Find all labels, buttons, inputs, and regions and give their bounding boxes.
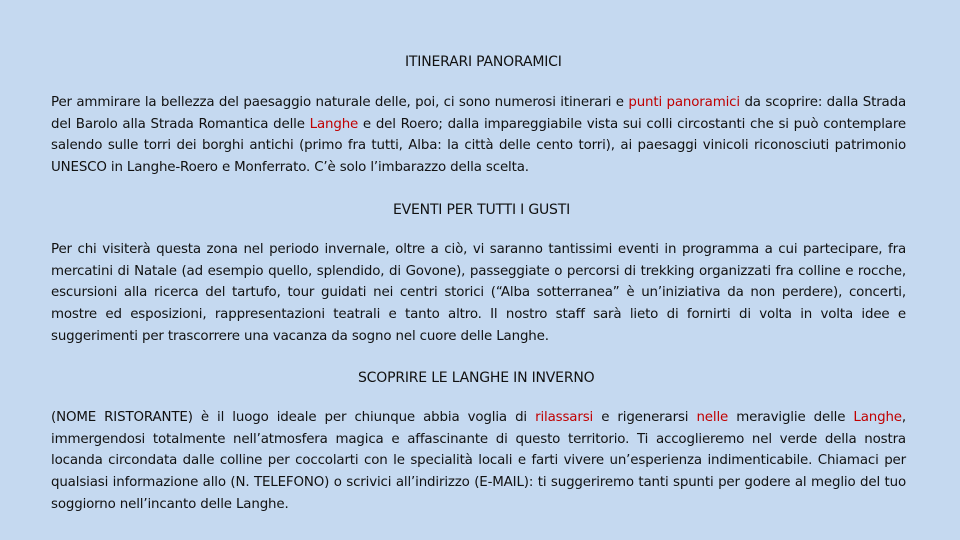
section-paragraph-scoprire [51,407,906,516]
section-paragraph-itinerari [51,92,906,179]
highlighted-term: Langhe [309,116,359,132]
paragraph-text: e rigenerarsi [593,410,697,425]
paragraph-text: meraviglie delle [728,410,854,425]
section-title-eventi: EVENTI PER TUTTI I GUSTI [393,202,571,218]
highlighted-term: Langhe [853,410,902,425]
highlighted-term: rilassarsi [535,410,594,425]
paragraph-text: , immergendosi totalmente nell’atmosfera magica e affascinante di questo territorio. Ti accoglieremo nel verde della nostra locanda circondata dalle colline per coccolarti con le specialità locali e farti vivere un’esperienza indimenticabile. Chiamaci per qualsiasi informazione allo (N. TELEFONO) o scrivici all’indirizzo (E-MAIL): ti suggeriremo tanti spunti per godere al meglio del tuo soggiorno nell’incanto delle Langhe. [51,410,906,512]
paragraph-text: da scoprire: dalla Strada del Barolo alla Strada Romantica delle [51,95,907,132]
paragraph-text: Per chi visiterà questa zona nel periodo invernale, oltre a ciò, vi saranno tantissimi eventi in programma a cui partecipare, fra mercatini di Natale (ad esempio quello, splendido, di Govone), passeggiate o percorsi di trekking organizzati fra colline e rocche, escursioni alla ricerca del tartufo, tour guidati nei centri storici (“Alba sotterranea” è un’iniziativa da non perdere), concerti, mostre ed esposizioni, rappresentazioni teatrali e tanto altro. Il nostro staff sarà lieto di fornirti di volta in volta idee e suggerimenti per trascorrere una vacanza da sogno nel cuore delle Langhe. [51,242,906,344]
paragraph-text: Per ammirare la bellezza del paesaggio naturale delle, poi, ci sono numerosi itinerari e [51,95,629,110]
section-paragraph-eventi [51,239,906,348]
paragraph-text: (NOME RISTORANTE) è il luogo ideale per chiunque abbia voglia di [51,410,536,425]
highlighted-term: punti panoramici [628,95,740,110]
section-title-scoprire: SCOPRIRE LE LANGHE IN INVERNO [358,370,595,386]
highlighted-term: nelle [696,410,729,425]
section-title-itinerari: ITINERARI PANORAMICI [405,54,562,70]
paragraph-text: e del Roero; dalla impareggiabile vista sui colli circostanti che si può contemplare salendo sulle torri dei borghi antichi (primo fra tutti, Alba: la città delle cento torri), ai paesaggi vinicoli riconosciuti patrimonio UNESCO in Langhe-Roero e Monferrato. C’è solo l’imbarazzo della scelta. [51,116,906,176]
